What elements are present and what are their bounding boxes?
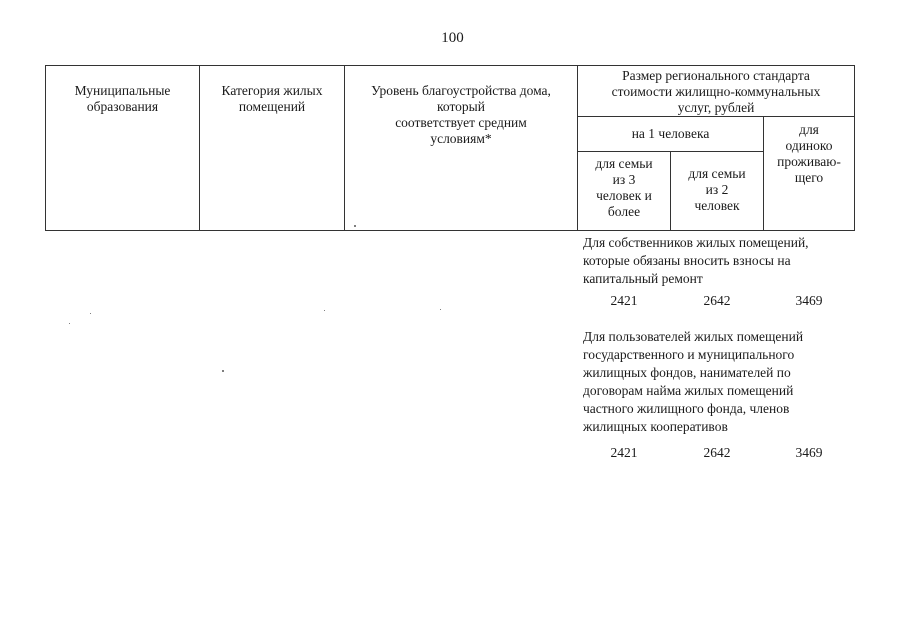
header-standard-line-1: Размер регионального стандарта <box>622 68 810 83</box>
section-users-title <box>583 328 863 436</box>
section-users-line-3: жилищных фондов, нанимателей по <box>583 365 791 380</box>
section-users-line-5: частного жилищного фонда, членов <box>583 401 790 416</box>
scan-speck <box>440 309 441 310</box>
header-category-text: Категория жилых помещений <box>221 83 323 114</box>
section-users-value-single: 3469 <box>795 445 823 460</box>
section-users-value-family3: 2421 <box>610 445 638 460</box>
scan-speck <box>354 225 356 227</box>
section-users-line-2: государственного и муниципального <box>583 347 795 362</box>
section-owners-line-3: капитальный ремонт <box>583 271 703 286</box>
header-standard-line-3: услуг, рублей <box>677 100 755 115</box>
header-cell-family2 <box>670 151 763 231</box>
header-per-person-text: на 1 человека <box>631 126 710 141</box>
header-single-line-2: одиноко <box>785 138 833 153</box>
header-single-line-3: проживаю- <box>777 154 841 169</box>
section-owners-line-1: Для собственников жилых помещений, <box>583 235 809 250</box>
section-users-line-4: договорам найма жилых помещений <box>583 383 794 398</box>
header-municipal-text: Муниципальные образования <box>74 83 171 114</box>
header-level-line-3: соответствует средним <box>395 115 527 130</box>
scan-speck <box>222 370 224 372</box>
section-owners-value-family2: 2642 <box>703 293 731 308</box>
page-number: 100 <box>441 30 464 46</box>
scan-speck <box>69 323 70 324</box>
scan-speck <box>324 310 325 311</box>
header-cell-municipal <box>45 65 199 231</box>
header-family2-line-1: для семьи <box>688 166 746 181</box>
header-cell-category <box>199 65 344 231</box>
header-cell-level <box>344 65 577 231</box>
section-users-line-1: Для пользователей жилых помещений <box>583 329 804 344</box>
header-cell-single <box>763 116 855 231</box>
header-level-line-4: условиям* <box>430 131 492 146</box>
header-single-line-4: щего <box>794 170 824 185</box>
header-family2-line-2: из 2 <box>705 182 729 197</box>
section-users-line-6: жилищных кооперативов <box>583 419 728 434</box>
header-single-line-1: для <box>799 122 819 137</box>
header-level-line-2: который <box>437 99 485 114</box>
section-owners-value-single: 3469 <box>795 293 823 308</box>
section-users-value-family2: 2642 <box>703 445 731 460</box>
header-family3-line-3: человек и <box>596 188 652 203</box>
section-owners-line-2: которые обязаны вносить взносы на <box>583 253 791 268</box>
header-family3-line-1: для семьи <box>595 156 653 171</box>
section-owners-value-family3: 2421 <box>610 293 638 308</box>
header-family3-line-4: более <box>607 204 641 219</box>
header-family2-line-3: человек <box>694 198 740 213</box>
header-cell-standard <box>577 65 855 116</box>
header-cell-per-person <box>577 116 763 151</box>
section-owners-title <box>583 234 863 288</box>
header-cell-family3 <box>577 151 670 231</box>
scan-speck <box>90 313 91 314</box>
header-level-line-1: Уровень благоустройства дома, <box>371 83 551 98</box>
header-family3-line-2: из 3 <box>612 172 636 187</box>
header-standard-line-2: стоимости жилищно-коммунальных <box>611 84 821 99</box>
